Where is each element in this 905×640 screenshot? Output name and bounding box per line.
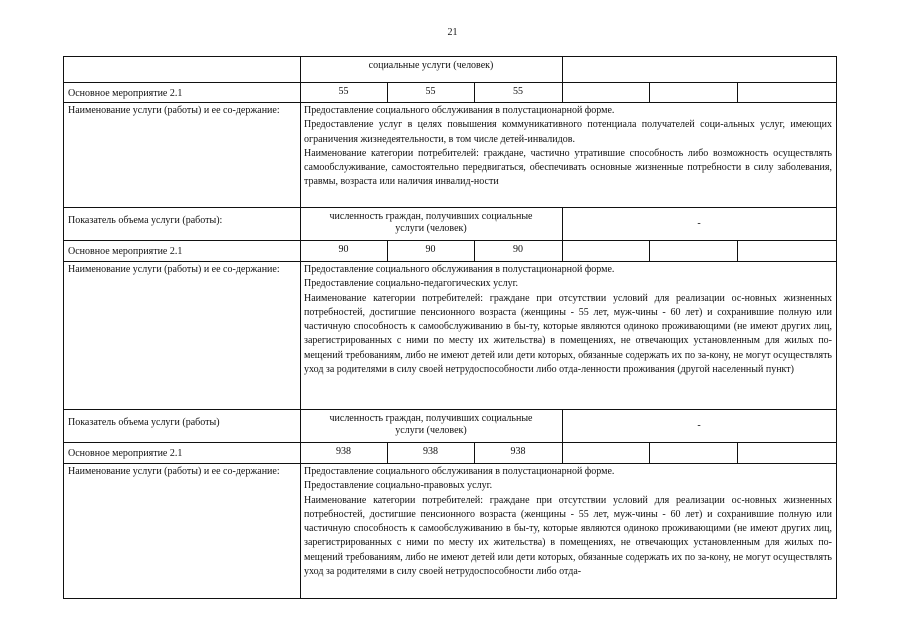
value-cell: 55 (425, 86, 436, 97)
row-label: Наименование услуги (работы) и ее со-держание: (68, 466, 280, 477)
table-bottom-border (64, 598, 836, 599)
table-row (64, 261, 836, 410)
table-row (64, 57, 836, 82)
value-cell: 938 (510, 446, 526, 457)
value-cell: 55 (513, 86, 523, 97)
description-line: Предоставление социально-педагогических услуг. (304, 278, 519, 290)
row-label: Основное мероприятие 2.1 (68, 448, 183, 459)
value-cell: 55 (338, 86, 349, 97)
program-table (63, 56, 837, 599)
description-line: Предоставление социально-правовых услуг. (304, 480, 493, 492)
row-label: Основное мероприятие 2.1 (68, 246, 183, 257)
description-line: Наименование категории потребителей: граждане при отсутствии условий для реализации ос-новных жизненных потребностей, достигшие пенсионного возраста (женщины - 55 лет, муж-чины - 60 лет) и сохранившие полную или частичную способность к самообслуживанию в бы-ту, которые являются одиноко проживающими (не имеют других лиц, зарегистрированных с ними по месту их жительства) в помещениях, не отвечающих установленным для жилых по-мещений требованиям, либо не имеют детей или дети которых, обязанные содержать их по за-кону, не могут осуществлять уход за родителями в силу своей нетрудоспособности либо отда- (304, 494, 832, 578)
row-label: Показатель объема услуги (работы): (68, 215, 223, 226)
description-line: Предоставление социального обслуживания в полустационарной форме. (304, 466, 615, 477)
value-cell: 938 (423, 446, 438, 457)
row-label: Основное мероприятие 2.1 (68, 88, 183, 99)
description-line: Предоставление социального обслуживания в полустационарной форме. (304, 105, 615, 116)
table-row (64, 82, 836, 103)
description-line: Наименование категории потребителей: граждане, частично утратившие способность либо возможность осуществлять самообслуживание, самостоятельно передвигаться, обеспечивать основные жизненные потребности в силу заболевания, травмы, возраста или наличия инвалид-ности (304, 147, 832, 188)
value-cell: 90 (425, 244, 436, 255)
page-number: 21 (447, 27, 458, 38)
empty-dash: - (697, 218, 701, 229)
table-row (64, 102, 836, 208)
indicator-text: численность граждан, получивших социальные услуги (человек) (329, 413, 533, 436)
description-line: Предоставление социального обслуживания в полустационарной форме. (304, 264, 615, 275)
value-cell: 90 (338, 244, 349, 255)
description-line: Предоставление услуг в целях повышения коммуникативного потенциала получателей соци-альных услуг, имеющих ограничения жизнедеятельности, в том числе детей-инвалидов. (304, 119, 832, 145)
table-row (64, 207, 836, 241)
value-cell: 938 (336, 446, 351, 457)
row-label: Наименование услуги (работы) и ее со-держание: (68, 105, 280, 116)
row-label: Показатель объема услуги (работы) (68, 417, 220, 428)
value-cell: 90 (513, 244, 523, 255)
empty-dash: - (697, 420, 701, 431)
table-row (64, 409, 836, 443)
indicator-text: социальные услуги (человек) (368, 60, 494, 71)
table-row (64, 463, 836, 599)
indicator-text: численность граждан, получивших социальные услуги (человек) (329, 211, 533, 234)
service-description (304, 104, 832, 190)
service-description (304, 465, 832, 579)
row-label: Наименование услуги (работы) и ее со-держание: (68, 264, 280, 275)
table-row (64, 240, 836, 262)
table-row (64, 442, 836, 464)
service-description (304, 263, 832, 377)
description-line: Наименование категории потребителей: граждане при отсутствии условий для реализации ос-новных жизненных потребностей, достигшие пенсионного возраста (женщины - 55 лет, муж-чины - 60 лет) и сохранившие полную или частичную способность к самообслуживанию в бы-ту, которые являются одиноко проживающими (не имеют других лиц, зарегистрированных с ними по месту их жительства) в помещениях, не отвечающих установленным для жилых по-мещений требованиям, либо не имеют детей или дети которых, обязанные содержать их по за-кону, не могут осуществлять уход за родителями в силу своей нетрудоспособности либо отда-ленности проживания (другой населенный пункт) (304, 292, 832, 376)
